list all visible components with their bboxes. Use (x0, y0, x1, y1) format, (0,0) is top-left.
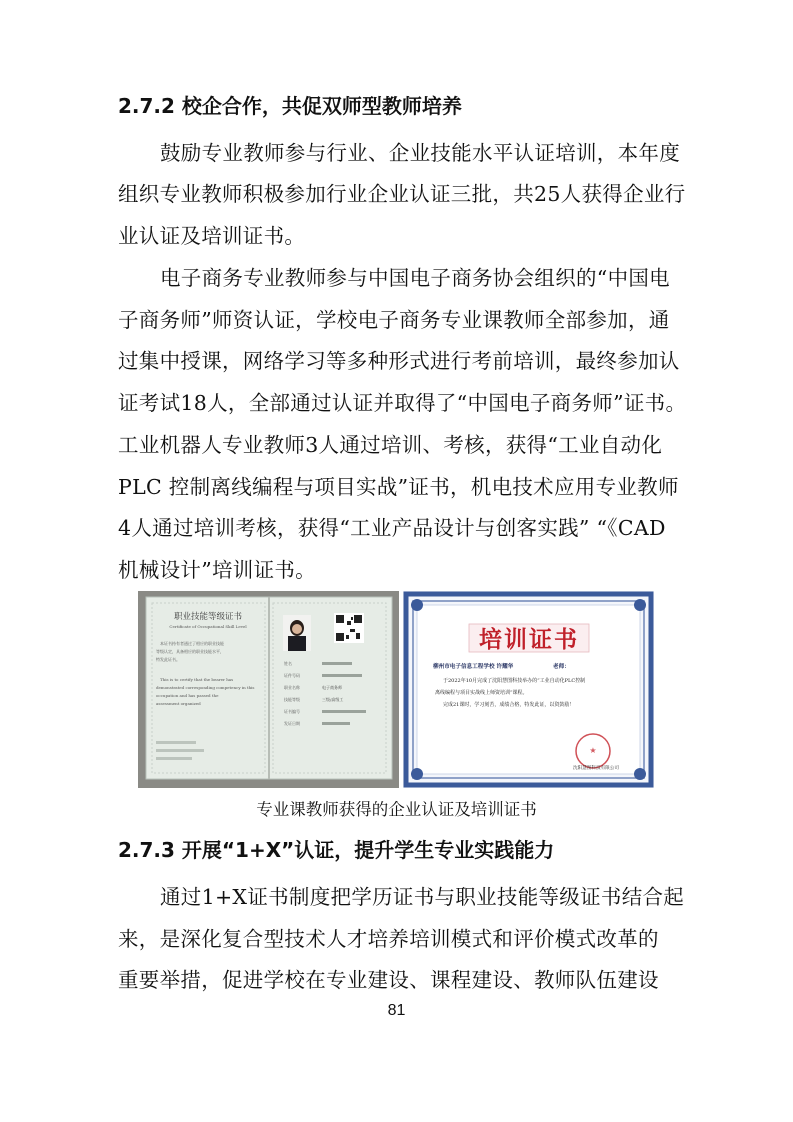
certificate-left-image (138, 591, 399, 788)
page-number: 81 (387, 1002, 406, 1019)
cert-left-body-line: 本证书持有者通过了相应的职业技能 (160, 641, 224, 646)
paragraph-line: 重要举措，促进学校在专业建设、课程建设、教师队伍建设 (118, 968, 659, 992)
paragraph-line: 子商务师”师资认证，学校电子商务专业课教师全部参加，通 (118, 308, 670, 332)
cert-right-body-line: 离线编程与项目实战线上师资培训”课程。 (435, 690, 528, 696)
cert-left-en-line: This is to certify that the bearer has (160, 677, 234, 682)
cert-right-recipient: 柳州市电子信息工程学校 许耀华 (433, 664, 514, 670)
section-heading-2-7-2: 2.7.2 校企合作，共促双师型教师培养 (118, 94, 462, 118)
figure-caption: 专业课教师获得的企业认证及培训证书 (256, 800, 537, 819)
paragraph-line: 组织专业教师积极参加行业企业认证三批，共25人获得企业行 (118, 182, 686, 206)
cert-left-field-label: 发证日期 (284, 721, 300, 726)
section-heading-2-7-3: 2.7.3 开展“1+X”认证，提升学生专业实践能力 (118, 838, 555, 862)
paragraph-line: 过集中授课，网络学习等多种形式进行考前培训，最终参加认 (118, 349, 680, 373)
paragraph-line: 电子商务专业教师参与中国电子商务协会组织的“中国电 (160, 266, 670, 290)
paragraph-line: 4人通过培训考核，获得“工业产品设计与创客实践” “《CAD (118, 516, 666, 540)
paragraph-line: 鼓励专业教师参与行业、企业技能水平认证培训，本年度 (160, 141, 680, 165)
cert-left-en-line: assessment organized (156, 701, 201, 706)
paragraph-line: 来，是深化复合型技术人才培养培训模式和评价模式改革的 (118, 927, 659, 951)
paragraph-line: 业认证及培训证书。 (118, 224, 306, 248)
paragraph-line: 机械设计”培训证书。 (118, 558, 316, 582)
cert-left-title: 职业技能等级证书 (173, 612, 243, 622)
cert-left-en-line: occupation and has passed the (156, 693, 219, 698)
cert-right-salutation: 老师： (553, 664, 570, 670)
paragraph-line: 工业机器人专业教师3人通过培训、考核，获得“工业自动化 (118, 433, 663, 457)
certificate-right-image (403, 591, 654, 788)
cert-right-body-line: 完成21课时，学习刻苦，成绩合格，特发此证，以资鼓励！ (443, 702, 575, 708)
cert-left-field-label: 姓名 (284, 661, 292, 666)
cert-left-field-label: 证件号码 (284, 673, 300, 678)
certificate-photo-right (403, 591, 654, 788)
star-icon: ★ (589, 746, 597, 755)
cert-right-issuer: 沈阳慧图科技有限公司 (573, 766, 619, 771)
cert-left-field-label: 证书编号 (284, 709, 300, 714)
cert-left-field-label: 职业名称 (284, 685, 300, 690)
cert-right-body-line: 于2022年10月完成了沈阳慧图科技举办的“工业自动化PLC控制 (443, 678, 586, 684)
paragraph-line: 证考试18人，全部通过认证并取得了“中国电子商务师”证书。 (118, 391, 687, 415)
cert-left-en-line: demonstrated corresponding competency in this (156, 685, 255, 690)
cert-right-title: 培训证书 (479, 627, 579, 653)
cert-left-body-line: 等级认定，具备相应的职业技能水平， (156, 649, 224, 654)
paragraph-line: 通过1+X证书制度把学历证书与职业技能等级证书结合起 (160, 885, 685, 909)
cert-left-title-en: Certificate of Occupational Skill Level (169, 624, 247, 629)
cert-left-field-value: 三级/高级工 (322, 697, 344, 702)
cert-left-field-label: 技能等级 (284, 697, 300, 702)
paragraph-line: PLC 控制离线编程与项目实战”证书，机电技术应用专业教师 (118, 475, 679, 499)
cert-left-body-line: 特发此证书。 (156, 657, 180, 662)
certificate-photo-left (138, 591, 399, 788)
cert-left-field-value: 电子商务师 (322, 685, 342, 690)
